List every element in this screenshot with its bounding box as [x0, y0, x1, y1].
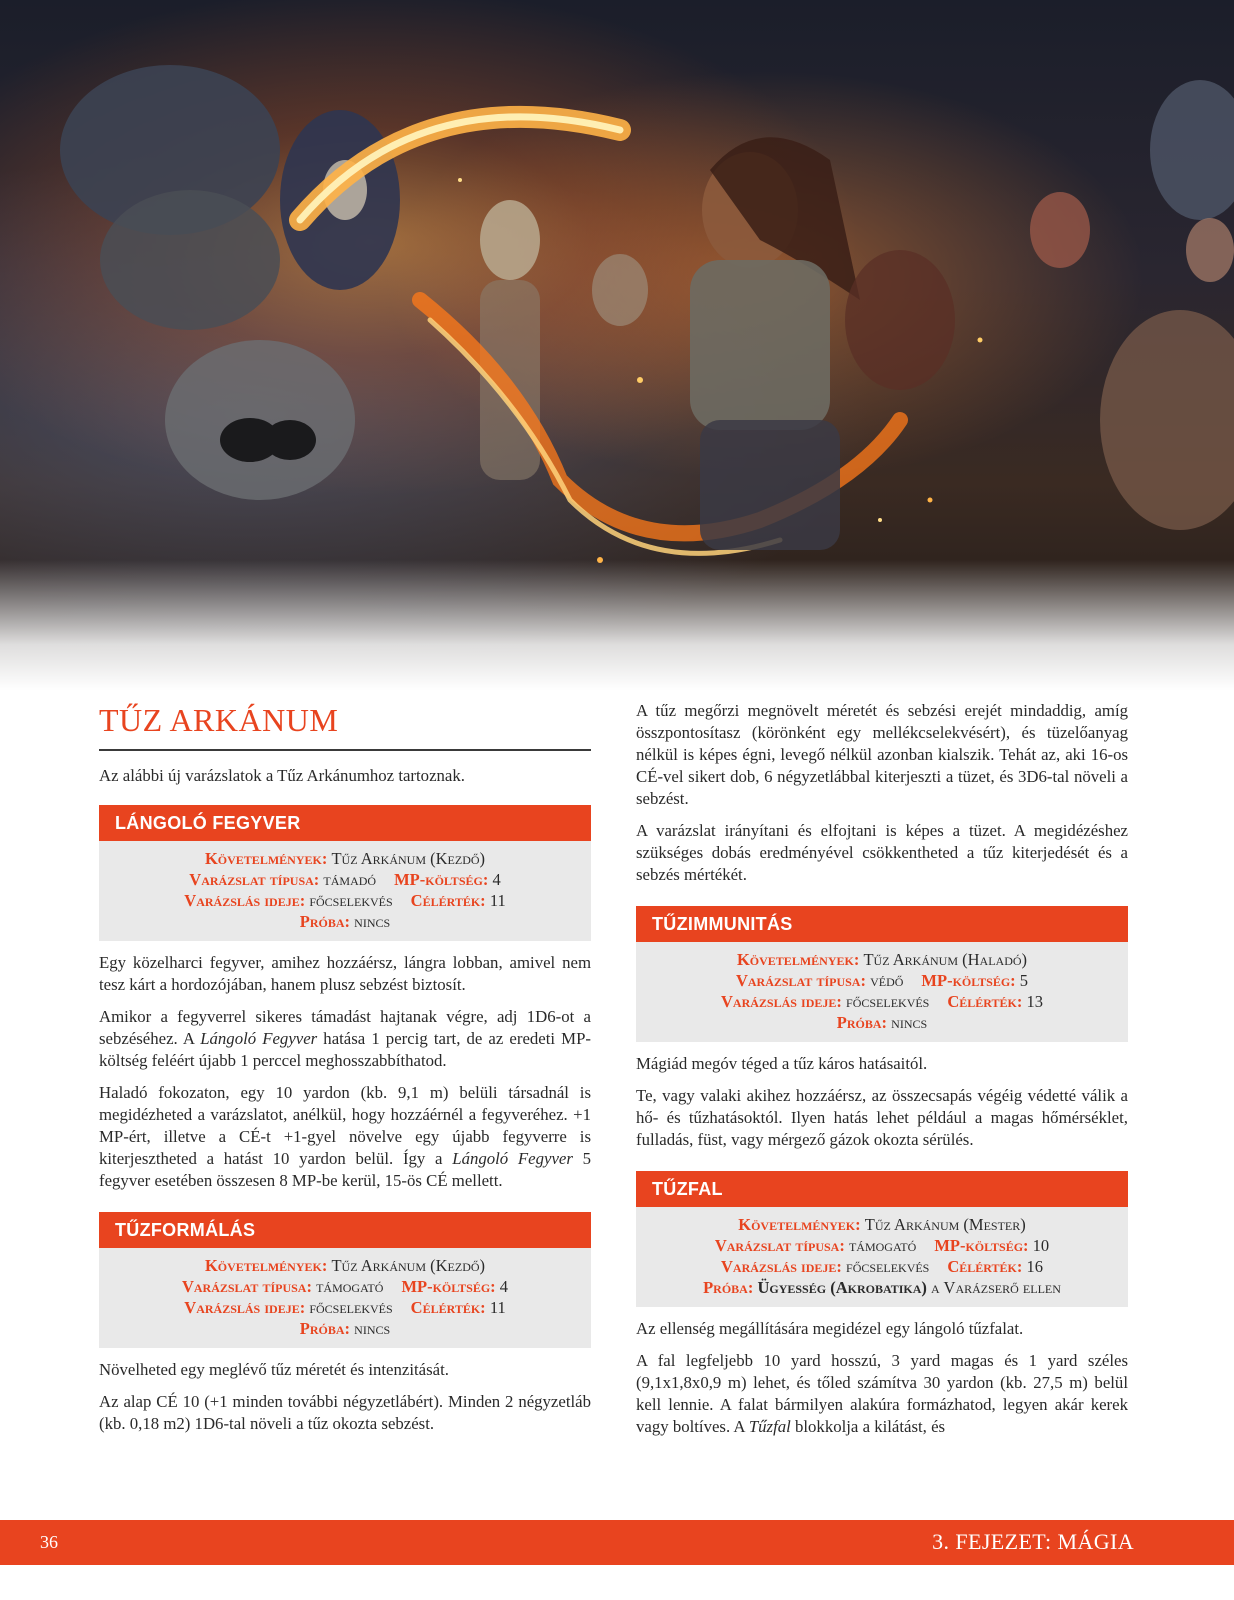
spell-stats-tuzimmunitas [636, 942, 1128, 1042]
test-label: Próba: [299, 1319, 351, 1338]
spell-header-langolo-fegyver: LÁNGOLÓ FEGYVER [99, 805, 591, 841]
test-label: Próba: [299, 912, 351, 931]
text-run: Amikor a fegyverrel sikeres támadást hajtanak végre, adj 1D6-ot a sebzéséhez. A [99, 1007, 591, 1048]
section-intro: Az alábbi új varázslatok a Tűz Arkánumhoz tartoznak. [99, 766, 465, 785]
mp-cost-label: MP-költség: [921, 971, 1016, 990]
spell-paragraph: Mágiád megóv téged a tűz káros hatásaitól. [636, 1054, 928, 1073]
spell-name-italic: Lángoló Fegyver [452, 1149, 573, 1168]
test-value: nincs [354, 912, 391, 931]
casting-time-value: főcselekvés [846, 992, 930, 1011]
text-run: A fal legfeljebb 10 yard hosszú, 3 yard magas és 1 yard széles (9,1x1,8x0,9 m) lehet, és tőled számítva 30 yardon (kb. 27,5 m) belül kell lennie. A falat bármilyen alakúra formázhatod, legyen akár kerek vagy boltíves. A [636, 1351, 1128, 1436]
mp-cost-label: MP-költség: [394, 870, 489, 889]
casting-time-label: Varázslás ideje: [184, 891, 306, 910]
requirements-label: Követelmények: [736, 950, 860, 969]
spell-name-italic: Tűzfal [748, 1417, 791, 1436]
spell-type-label: Varázslat típusa: [189, 870, 320, 889]
casting-time-value: főcselekvés [309, 1298, 393, 1317]
spell-type-label: Varázslat típusa: [181, 1277, 312, 1296]
spell-paragraph: A varázslat irányítani és elfojtani is képes a tüzet. A megidézéshez szükséges dobás eredményével csökkentheted a tűz kiterjedését és a sebzés mértékét. [636, 821, 1128, 884]
spell-stats-tuzfal [636, 1207, 1128, 1307]
spell-paragraph [99, 1082, 591, 1192]
mp-cost-value: 4 [492, 870, 501, 889]
mp-cost-value: 4 [499, 1277, 509, 1296]
spell-paragraph: Egy közelharci fegyver, amihez hozzáérsz, lángra lobban, amivel nem tesz kárt a hordozójában, hanem plusz sebzést biztosít. [99, 953, 591, 994]
casting-time-label: Varázslás ideje: [720, 1257, 842, 1276]
requirements-label: Követelmények: [204, 1256, 328, 1275]
spell-header-tuzimmunitas: TŰZIMMUNITÁS [636, 906, 1128, 942]
spell-header-tuzfal: TŰZFAL [636, 1171, 1128, 1207]
section-title: TŰZ ARKÁNUM [99, 702, 591, 751]
left-column [99, 690, 591, 1445]
spell-paragraph: Az alap CÉ 10 (+1 minden további négyzetlábért). Minden 2 négyzetláb (kb. 0,18 m2) 1D6-tal növeli a tűz okozta sebzést. [99, 1392, 591, 1433]
test-label: Próba: [703, 1278, 754, 1297]
test-value: nincs [354, 1319, 391, 1338]
target-label: Célérték: [410, 891, 486, 910]
text-run: blokkolja a kilátást, és [790, 1417, 946, 1436]
hero-fade [0, 560, 1234, 690]
spell-type-value: támadó [323, 870, 377, 889]
target-value: 11 [489, 1298, 506, 1317]
spell-paragraph: A tűz megőrzi megnövelt méretét és sebzési erejét mindaddig, amíg összpontosítasz (körönként egy mellékcselekvésért), és tüzelőanyag nélkül is képes égni, levegő nélkül azonban kialszik. Tehát az, aki 16-os CÉ-vel sikert dob, 6 négyzetlábbal kiterjeszti a tüzet, és 3D6-tal növeli a sebzést. [636, 701, 1128, 808]
casting-time-value: főcselekvés [309, 891, 393, 910]
mp-cost-value: 10 [1032, 1236, 1050, 1255]
mp-cost-label: MP-költség: [401, 1277, 496, 1296]
spell-type-value: védő [870, 971, 904, 990]
requirements-value: Tűz Arkánum (Haladó) [863, 950, 1028, 969]
target-label: Célérték: [410, 1298, 486, 1317]
spell-paragraph: Az ellenség megállítására megidézel egy lángoló tűzfalat. [636, 1319, 1024, 1338]
test-value: nincs [891, 1013, 928, 1032]
text-run: Haladó fokozaton, egy 10 yardon (kb. 9,1 m) belüli társadnál is megidézheted a varázslatot, anélkül, hogy hozzáérnél a fegyveréhez. +1 MP-ért, illetve a CÉ-t +1-gyel növelve egy újabb fegyverre is kiterjesztheted a hatást 10 yardon belül. Így a [99, 1083, 591, 1168]
test-label: Próba: [836, 1013, 888, 1032]
casting-time-label: Varázslás ideje: [184, 1298, 306, 1317]
requirements-label: Követelmények: [738, 1215, 861, 1234]
target-label: Célérték: [947, 1257, 1023, 1276]
spell-paragraph [636, 1350, 1128, 1438]
casting-time-label: Varázslás ideje: [720, 992, 842, 1011]
footer-bar [0, 1520, 1234, 1565]
requirements-value: Tűz Arkánum (Kezdő) [331, 849, 486, 868]
spell-stats-tuzformalas [99, 1248, 591, 1348]
casting-time-value: főcselekvés [846, 1257, 930, 1276]
mp-cost-label: MP-költség: [934, 1236, 1029, 1255]
spell-type-label: Varázslat típusa: [714, 1236, 845, 1255]
text-run: hatása 1 percig tart, de az eredeti MP-költség feléért újabb 1 perccel meghosszabbíthatod. [99, 1029, 592, 1070]
mp-cost-value: 5 [1019, 971, 1029, 990]
requirements-value: Tűz Arkánum (Kezdő) [331, 1256, 486, 1275]
chapter-title: 3. FEJEZET: MÁGIA [932, 1529, 1134, 1554]
spell-paragraph: Növelheted egy meglévő tűz méretét és intenzitását. [99, 1360, 449, 1379]
requirements-label: Követelmények: [204, 849, 328, 868]
spell-header-tuzformalas: TŰZFORMÁLÁS [99, 1212, 591, 1248]
requirements-value: Tűz Arkánum (Mester) [864, 1215, 1026, 1234]
spell-type-label: Varázslat típusa: [735, 971, 866, 990]
test-value: Ügyesség (Akrobatika) [757, 1278, 927, 1297]
spell-type-value: támogató [848, 1236, 917, 1255]
target-label: Célérték: [947, 992, 1023, 1011]
spell-paragraph [99, 1006, 591, 1072]
right-column [636, 700, 1128, 1448]
target-value: 11 [489, 891, 506, 910]
spell-stats-langolo-fegyver [99, 841, 591, 941]
spell-paragraph: Te, vagy valaki akihez hozzáérsz, az összecsapás végéig védetté válik a hő- és tűzhatásoktól. Ilyen hatás lehet például a magas hőmérséklet, fulladás, füst, vagy mérgező gázok okozta sérülés. [636, 1086, 1128, 1149]
test-suffix: a Varázserő ellen [931, 1278, 1061, 1297]
hero-illustration [0, 0, 1234, 690]
page-number: 36 [40, 1532, 58, 1552]
spell-name-italic: Lángoló Fegyver [200, 1029, 318, 1048]
spell-type-value: támogató [316, 1277, 384, 1296]
text-run: 5 fegyver esetében összesen 8 MP-be kerül, 15-ös CÉ mellett. [99, 1149, 592, 1190]
target-value: 16 [1026, 1257, 1043, 1276]
target-value: 13 [1026, 992, 1043, 1011]
